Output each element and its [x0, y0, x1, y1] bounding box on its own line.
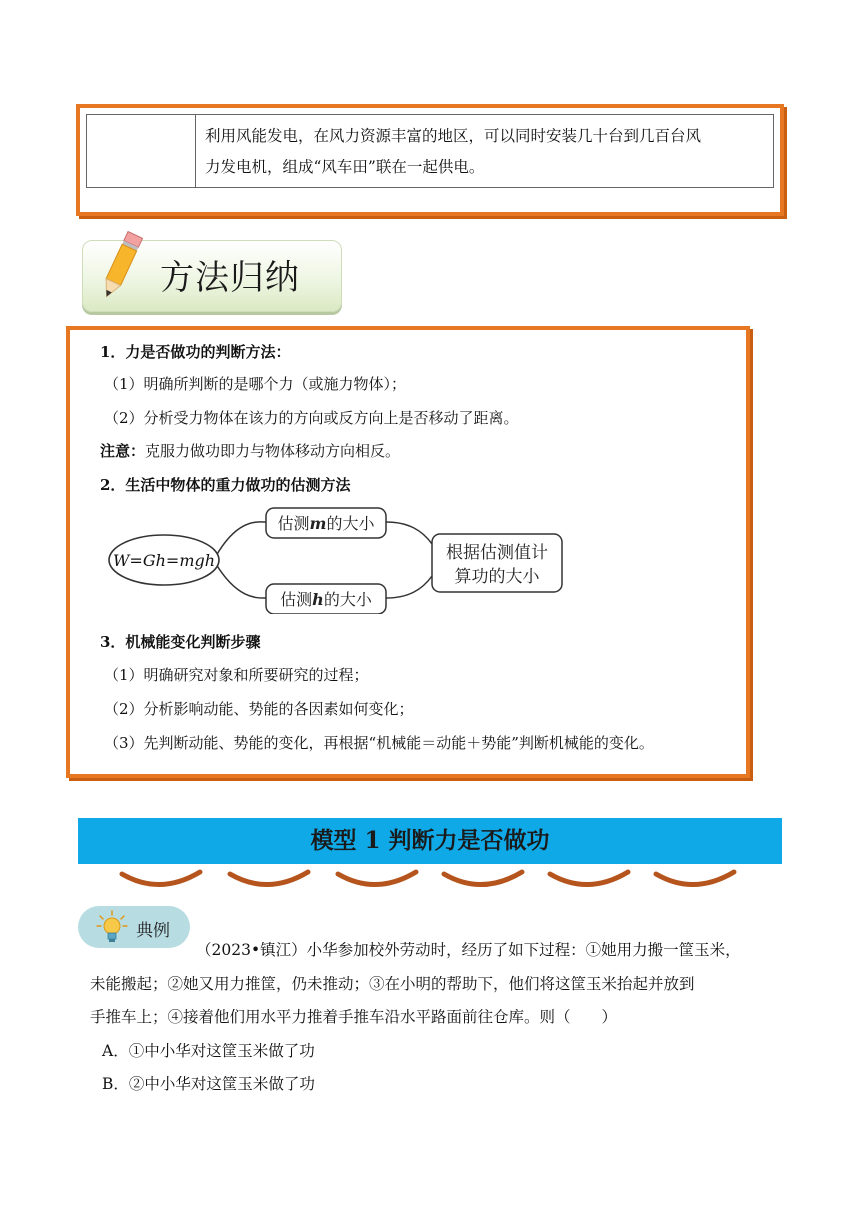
section-3-item-3: （3）先判断动能、势能的变化，再根据“机械能＝动能＋势能”判断机械能的变化。 [104, 734, 654, 752]
section-3-item-2: （2）分析影响动能、势能的各因素如何变化； [104, 700, 414, 718]
table-text-line: 利用风能发电，在风力资源丰富的地区，可以同时安装几十台到几百台风 [205, 127, 702, 145]
table-text-line: 力发电机，组成“风车田”联在一起供电。 [205, 158, 485, 176]
section-1-title: 1．力是否做功的判断方法： [100, 343, 291, 361]
model-title: 模型 1 判断力是否做功 [310, 827, 550, 854]
note-line [100, 441, 400, 461]
example-tag-label: 典例 [136, 921, 170, 941]
connector-line [216, 564, 266, 598]
arc-decoration [550, 872, 628, 885]
connector-line [386, 522, 432, 544]
option-a: A．①中小华对这筐玉米做了功 [102, 1042, 315, 1060]
arc-decoration [656, 872, 734, 885]
connector-line [386, 576, 432, 598]
connector-line [216, 522, 266, 556]
table-frame [76, 104, 784, 216]
decorative-arcs [112, 866, 752, 892]
estimate-m-label: 估测m的大小 [277, 514, 375, 533]
question-line: （2023•镇江）小华参加校外劳动时，经历了如下过程：①她用力搬一筐玉米， [196, 941, 741, 959]
work-estimation-diagram [108, 504, 568, 614]
method-title: 方法归纳 [160, 258, 300, 298]
info-table [86, 114, 774, 188]
question-line: 手推车上；④接着他们用水平力推着手推车沿水平路面前往仓库。则（ ） [90, 1008, 618, 1026]
note-text: 克服力做功即力与物体移动方向相反。 [145, 442, 401, 460]
arc-decoration [338, 872, 416, 885]
lightbulb-icon [96, 910, 128, 944]
section-3-item-1: （1）明确研究对象和所要研究的过程； [104, 666, 369, 684]
arc-decoration [230, 872, 308, 885]
question-line: 未能搬起；②她又用力推筐，仍未推动；③在小明的帮助下，他们将这筐玉米抬起并放到 [90, 975, 695, 993]
example-tag [78, 906, 190, 948]
pencil-icon [86, 228, 156, 308]
section-1-item-2: （2）分析受力物体在该力的方向或反方向上是否移动了距离。 [104, 409, 519, 427]
result-line-1: 根据估测值计 [446, 543, 548, 563]
table-cell-text [205, 121, 765, 183]
result-line-2: 算功的大小 [454, 567, 540, 587]
formula-text: W=Gh=mgh [112, 551, 216, 570]
note-label: 注意： [100, 442, 146, 460]
arc-decoration [444, 872, 522, 885]
option-b: B．②中小华对这筐玉米做了功 [102, 1075, 315, 1093]
section-2-title: 2．生活中物体的重力做功的估测方法 [100, 476, 351, 494]
section-3-title: 3．机械能变化判断步骤 [100, 633, 261, 651]
arc-decoration [122, 872, 200, 885]
section-1-item-1: （1）明确所判断的是哪个力（或施力物体）； [104, 375, 407, 393]
table-cell-empty [87, 115, 196, 187]
estimate-h-label: 估测h的大小 [280, 590, 372, 609]
